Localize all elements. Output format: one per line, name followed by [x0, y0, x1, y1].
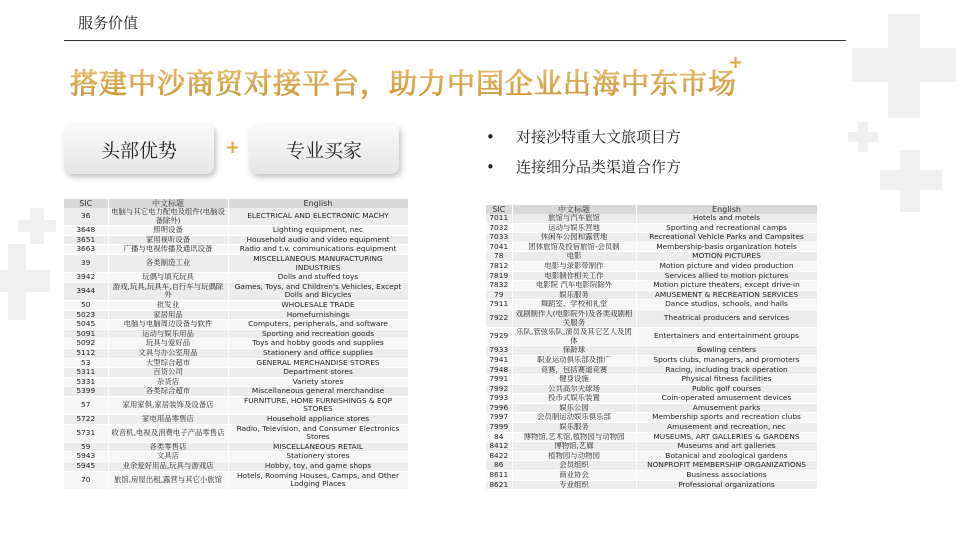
cell-sic: 7922 — [486, 309, 512, 327]
table-row — [64, 424, 408, 442]
cell-cn: 运动与娱乐营地 — [512, 223, 636, 233]
table-row — [486, 242, 817, 252]
cell-en: Business associations — [636, 471, 817, 481]
cell-sic: 36 — [64, 208, 108, 226]
cell-sic: 39 — [64, 254, 108, 272]
cell-sic: 5311 — [64, 368, 108, 378]
bullet-item — [486, 152, 681, 182]
cell-en: Variety stores — [228, 377, 408, 387]
cell-sic: 5112 — [64, 348, 108, 358]
table-row — [64, 339, 408, 349]
col-header-en: English — [228, 199, 408, 208]
cell-en: Sporting and recreation goods — [228, 329, 408, 339]
cell-en: MOTION PICTURES — [636, 252, 817, 262]
cell-sic: 3944 — [64, 282, 108, 300]
cell-cn: 植物园与动物园 — [512, 451, 636, 461]
cell-en: Coin-operated amusement devices — [636, 394, 817, 404]
cell-en: AMUSEMENT & RECREATION SERVICES — [636, 290, 817, 300]
table-row — [486, 413, 817, 423]
cell-sic: 3942 — [64, 273, 108, 283]
cell-cn: 舞蹈室、学校和礼堂 — [512, 300, 636, 310]
cell-cn: 健身设施 — [512, 375, 636, 385]
cell-cn: 娱乐服务 — [512, 423, 636, 433]
cell-cn: 乐队,管弦乐队,演员及其它艺人及团体 — [512, 328, 636, 346]
table-row — [64, 282, 408, 300]
table-row — [64, 368, 408, 378]
cell-cn: 运动与娱乐用品 — [108, 329, 228, 339]
cell-cn: 旅馆与汽车旅馆 — [512, 214, 636, 223]
title-divider — [64, 40, 846, 41]
table-row — [486, 384, 817, 394]
table-row — [486, 233, 817, 243]
cell-en: Museums and art galleries — [636, 442, 817, 452]
cell-sic: 7933 — [486, 346, 512, 356]
cell-cn: 旅馆,房屋出租,露营与其它小旅馆 — [108, 471, 228, 489]
cell-cn: 各类制造工业 — [108, 254, 228, 272]
cell-sic: 5945 — [64, 462, 108, 472]
cell-sic: 59 — [64, 442, 108, 452]
cell-en: Hotels, Rooming Houses, Camps, and Other Lodging Places — [228, 471, 408, 489]
cell-cn: 家用家俱,家居装饰及设备店 — [108, 396, 228, 414]
cell-cn: 娱乐服务 — [512, 290, 636, 300]
table-row — [486, 281, 817, 291]
table-row — [64, 452, 408, 462]
cell-sic: 7948 — [486, 365, 512, 375]
pill-top-advantage-label: 头部优势 — [100, 139, 177, 162]
cell-sic: 7991 — [486, 375, 512, 385]
cell-en: Professional organizations — [636, 480, 817, 490]
cell-sic: 5331 — [64, 377, 108, 387]
cell-sic: 79 — [486, 290, 512, 300]
cell-cn: 百货公司 — [108, 368, 228, 378]
cell-cn: 游戏,玩具,玩具车,自行车与玩偶除外 — [108, 282, 228, 300]
cell-cn: 文具与办公室用品 — [108, 348, 228, 358]
cell-cn: 电脑与电脑周边设备与软件 — [108, 320, 228, 330]
table-row — [486, 480, 817, 490]
cell-sic: 7832 — [486, 281, 512, 291]
cell-cn: 玩偶与填充玩具 — [108, 273, 228, 283]
page-headline: 搭建中沙商贸对接平台，助力中国企业出海中东市场 — [70, 62, 737, 102]
decor-plus-left-h — [18, 220, 56, 232]
cell-sic: 5722 — [64, 415, 108, 425]
cell-en: Amusement parks — [636, 403, 817, 413]
cell-sic: 5023 — [64, 310, 108, 320]
cell-en: Membership sports and recreation clubs — [636, 413, 817, 423]
cell-cn: 博物馆,艺术馆,植物园与动物园 — [512, 432, 636, 442]
col-header-sic: SIC — [486, 205, 512, 214]
table-row — [64, 396, 408, 414]
cell-cn: 文具店 — [108, 452, 228, 462]
table-row — [64, 387, 408, 397]
table-row — [486, 214, 817, 223]
value-bullets — [486, 122, 681, 182]
cell-en: Bowling centers — [636, 346, 817, 356]
cell-sic: 8611 — [486, 471, 512, 481]
cell-en: MISCELLANEOUS RETAIL — [228, 442, 408, 452]
cell-cn: 保龄球 — [512, 346, 636, 356]
cell-en: Amusement and recreation, nec — [636, 423, 817, 433]
cell-cn: 大型综合超市 — [108, 358, 228, 368]
table-row — [486, 271, 817, 281]
cell-sic: 7819 — [486, 271, 512, 281]
decor-plus-large-h — [852, 48, 956, 82]
table-row — [486, 423, 817, 433]
cell-cn: 各类零售店 — [108, 442, 228, 452]
cell-cn: 团体旅馆及投宿旅馆-会员制 — [512, 242, 636, 252]
cell-en: Games, Toys, and Children's Vehicles, Except Dolls and Bicycles — [228, 282, 408, 300]
cell-sic: 5399 — [64, 387, 108, 397]
cell-en: Recreational Vehicle Parks and Campsites — [636, 233, 817, 243]
table-row — [64, 226, 408, 236]
cell-sic: 78 — [486, 252, 512, 262]
decor-plus-mid-h — [880, 170, 942, 190]
cell-sic: 70 — [64, 471, 108, 489]
cell-en: Botanical and zoological gardens — [636, 451, 817, 461]
cell-en: MUSEUMS, ART GALLERIES & GARDENS — [636, 432, 817, 442]
cell-sic: 7992 — [486, 384, 512, 394]
col-header-cn: 中文标题 — [512, 205, 636, 214]
col-header-cn: 中文标题 — [108, 199, 228, 208]
table-row — [64, 235, 408, 245]
cell-en: Sports clubs, managers, and promoters — [636, 355, 817, 365]
bullet-dot-icon: • — [486, 128, 495, 146]
cell-en: Sporting and recreational camps — [636, 223, 817, 233]
cell-sic: 5091 — [64, 329, 108, 339]
cell-en: Membership-basis organization hotels — [636, 242, 817, 252]
table-row — [64, 471, 408, 489]
table-row — [486, 300, 817, 310]
table-row — [486, 451, 817, 461]
cell-sic: 7996 — [486, 403, 512, 413]
cell-en: Computers, peripherals, and software — [228, 320, 408, 330]
table-row — [64, 310, 408, 320]
cell-sic: 7997 — [486, 413, 512, 423]
cell-cn: 专业组织 — [512, 480, 636, 490]
cell-sic: 7011 — [486, 214, 512, 223]
table-header-row — [64, 199, 408, 208]
cell-cn: 电影与录影带制作 — [512, 261, 636, 271]
col-header-en: English — [636, 205, 817, 214]
cell-en: WHOLESALE TRADE — [228, 300, 408, 310]
cell-en: Hotels and motels — [636, 214, 817, 223]
cell-sic: 5092 — [64, 339, 108, 349]
cell-en: Toys and hobby goods and supplies — [228, 339, 408, 349]
pill-professional-buyers — [249, 124, 399, 174]
table-row — [64, 254, 408, 272]
cell-en: Physical fitness facilities — [636, 375, 817, 385]
cell-cn: 收音机,电视及消费电子产品零售店 — [108, 424, 228, 442]
table-row — [486, 403, 817, 413]
cell-en: Motion picture and video production — [636, 261, 817, 271]
bullet-text: 连接细分品类渠道合作方 — [516, 158, 682, 176]
cell-cn: 竞赛，包括赛道竞赛 — [512, 365, 636, 375]
cell-sic: 7041 — [486, 242, 512, 252]
cell-sic: 7032 — [486, 223, 512, 233]
table-row — [486, 461, 817, 471]
table-row — [64, 377, 408, 387]
decor-plus-small-h — [848, 132, 878, 142]
col-header-sic: SIC — [64, 199, 108, 208]
decor-plus-left2-h — [0, 270, 50, 292]
cell-cn: 商业协会 — [512, 471, 636, 481]
bullet-text: 对接沙特重大文旅项目方 — [516, 128, 682, 146]
cell-cn: 会员组织 — [512, 461, 636, 471]
cell-en: Motion picture theaters, except drive-in — [636, 281, 817, 291]
cell-en: Homefurnishings — [228, 310, 408, 320]
cell-en: Dolls and stuffed toys — [228, 273, 408, 283]
cell-en: Miscellaneous general merchandise — [228, 387, 408, 397]
cell-sic: 57 — [64, 396, 108, 414]
pill-professional-buyers-label: 专业买家 — [285, 139, 362, 162]
cell-cn: 业余爱好用品,玩具与游戏店 — [108, 462, 228, 472]
cell-cn: 电影院 汽车电影院除外 — [512, 281, 636, 291]
cell-cn: 家居用品 — [108, 310, 228, 320]
cell-cn: 照明设备 — [108, 226, 228, 236]
table-row — [64, 320, 408, 330]
cell-cn: 杂货店 — [108, 377, 228, 387]
table-row — [486, 261, 817, 271]
table-row — [486, 442, 817, 452]
table-row — [486, 290, 817, 300]
cell-en: GENERAL MERCHANDISE STORES — [228, 358, 408, 368]
cell-sic: 50 — [64, 300, 108, 310]
cell-cn: 电影 — [512, 252, 636, 262]
table-row — [64, 300, 408, 310]
table-row — [486, 328, 817, 346]
cell-en: Entertainers and entertainment groups — [636, 328, 817, 346]
cell-en: Radio, Television, and Consumer Electronics Stores — [228, 424, 408, 442]
cell-en: NONPROFIT MEMBERSHIP ORGANIZATIONS — [636, 461, 817, 471]
sic-table-right — [486, 205, 818, 490]
cell-sic: 8621 — [486, 480, 512, 490]
cell-en: Dance studios, schools, and halls — [636, 300, 817, 310]
cell-cn: 投币式娱乐装置 — [512, 394, 636, 404]
table-row — [64, 208, 408, 226]
table-row — [486, 394, 817, 404]
table-row — [64, 358, 408, 368]
cell-sic: 7911 — [486, 300, 512, 310]
cell-sic: 7033 — [486, 233, 512, 243]
table-row — [64, 415, 408, 425]
cell-sic: 7941 — [486, 355, 512, 365]
cell-en: Department stores — [228, 368, 408, 378]
cell-cn: 公共高尔夫球场 — [512, 384, 636, 394]
table-row — [64, 329, 408, 339]
cell-en: Radio and t.v. communications equipment — [228, 245, 408, 255]
table-row — [64, 442, 408, 452]
table-row — [486, 375, 817, 385]
headline-plus-icon: + — [728, 52, 744, 73]
bullet-dot-icon: • — [486, 158, 495, 176]
table-row — [486, 365, 817, 375]
cell-cn: 职业运动俱乐部及推广 — [512, 355, 636, 365]
cell-sic: 5045 — [64, 320, 108, 330]
cell-en: Hobby, toy, and game shops — [228, 462, 408, 472]
cell-sic: 7999 — [486, 423, 512, 433]
cell-en: Stationery stores — [228, 452, 408, 462]
table-row — [486, 355, 817, 365]
table-row — [486, 346, 817, 356]
table-row — [64, 273, 408, 283]
table-row — [486, 471, 817, 481]
cell-en: Stationery and office supplies — [228, 348, 408, 358]
table-row — [486, 223, 817, 233]
cell-cn: 会员制运动娱乐俱乐部 — [512, 413, 636, 423]
cell-en: FURNITURE, HOME FURNISHINGS & EQP STORES — [228, 396, 408, 414]
table-row — [486, 309, 817, 327]
pill-plus-icon: + — [225, 137, 241, 158]
sic-table-left — [64, 199, 409, 490]
table-row — [64, 462, 408, 472]
table-header-row — [486, 205, 817, 214]
cell-en: MISCELLANEOUS MANUFACTURING INDUSTRIES — [228, 254, 408, 272]
table-row — [64, 245, 408, 255]
cell-en: Services allied to motion pictures — [636, 271, 817, 281]
table-row — [64, 348, 408, 358]
cell-sic: 7929 — [486, 328, 512, 346]
cell-sic: 84 — [486, 432, 512, 442]
cell-sic: 3651 — [64, 235, 108, 245]
cell-cn: 玩具与爱好品 — [108, 339, 228, 349]
cell-cn: 批发业 — [108, 300, 228, 310]
cell-sic: 3663 — [64, 245, 108, 255]
cell-en: Theatrical producers and services — [636, 309, 817, 327]
table-row — [486, 252, 817, 262]
cell-sic: 3648 — [64, 226, 108, 236]
cell-en: ELECTRICAL AND ELECTRONIC MACHY — [228, 208, 408, 226]
cell-cn: 电影制作相关工作 — [512, 271, 636, 281]
bullet-item — [486, 122, 681, 152]
cell-sic: 8422 — [486, 451, 512, 461]
cell-en: Public golf courses — [636, 384, 817, 394]
cell-sic: 7812 — [486, 261, 512, 271]
cell-sic: 53 — [64, 358, 108, 368]
cell-en: Racing, including track operation — [636, 365, 817, 375]
cell-sic: 7993 — [486, 394, 512, 404]
cell-cn: 博物馆,艺廊 — [512, 442, 636, 452]
cell-sic: 5943 — [64, 452, 108, 462]
cell-cn: 电脑与其它电力配电及组件(电脑设备除外) — [108, 208, 228, 226]
cell-cn: 娱乐公园 — [512, 403, 636, 413]
cell-cn: 广播与电视传播及通讯设备 — [108, 245, 228, 255]
pill-top-advantage — [64, 124, 214, 174]
cell-cn: 各类综合超市 — [108, 387, 228, 397]
table-row — [486, 432, 817, 442]
cell-cn: 家电用品零售店 — [108, 415, 228, 425]
section-title: 服务价值 — [78, 14, 139, 32]
cell-cn: 家用视听设备 — [108, 235, 228, 245]
cell-sic: 86 — [486, 461, 512, 471]
cell-en: Household audio and video equipment — [228, 235, 408, 245]
cell-cn: 戏剧制作人(电影院外)及各类戏剧相关服务 — [512, 309, 636, 327]
cell-en: Lighting equipment, nec — [228, 226, 408, 236]
cell-sic: 5731 — [64, 424, 108, 442]
cell-sic: 8412 — [486, 442, 512, 452]
cell-cn: 休闲车公园和露营地 — [512, 233, 636, 243]
cell-en: Household appliance stores — [228, 415, 408, 425]
